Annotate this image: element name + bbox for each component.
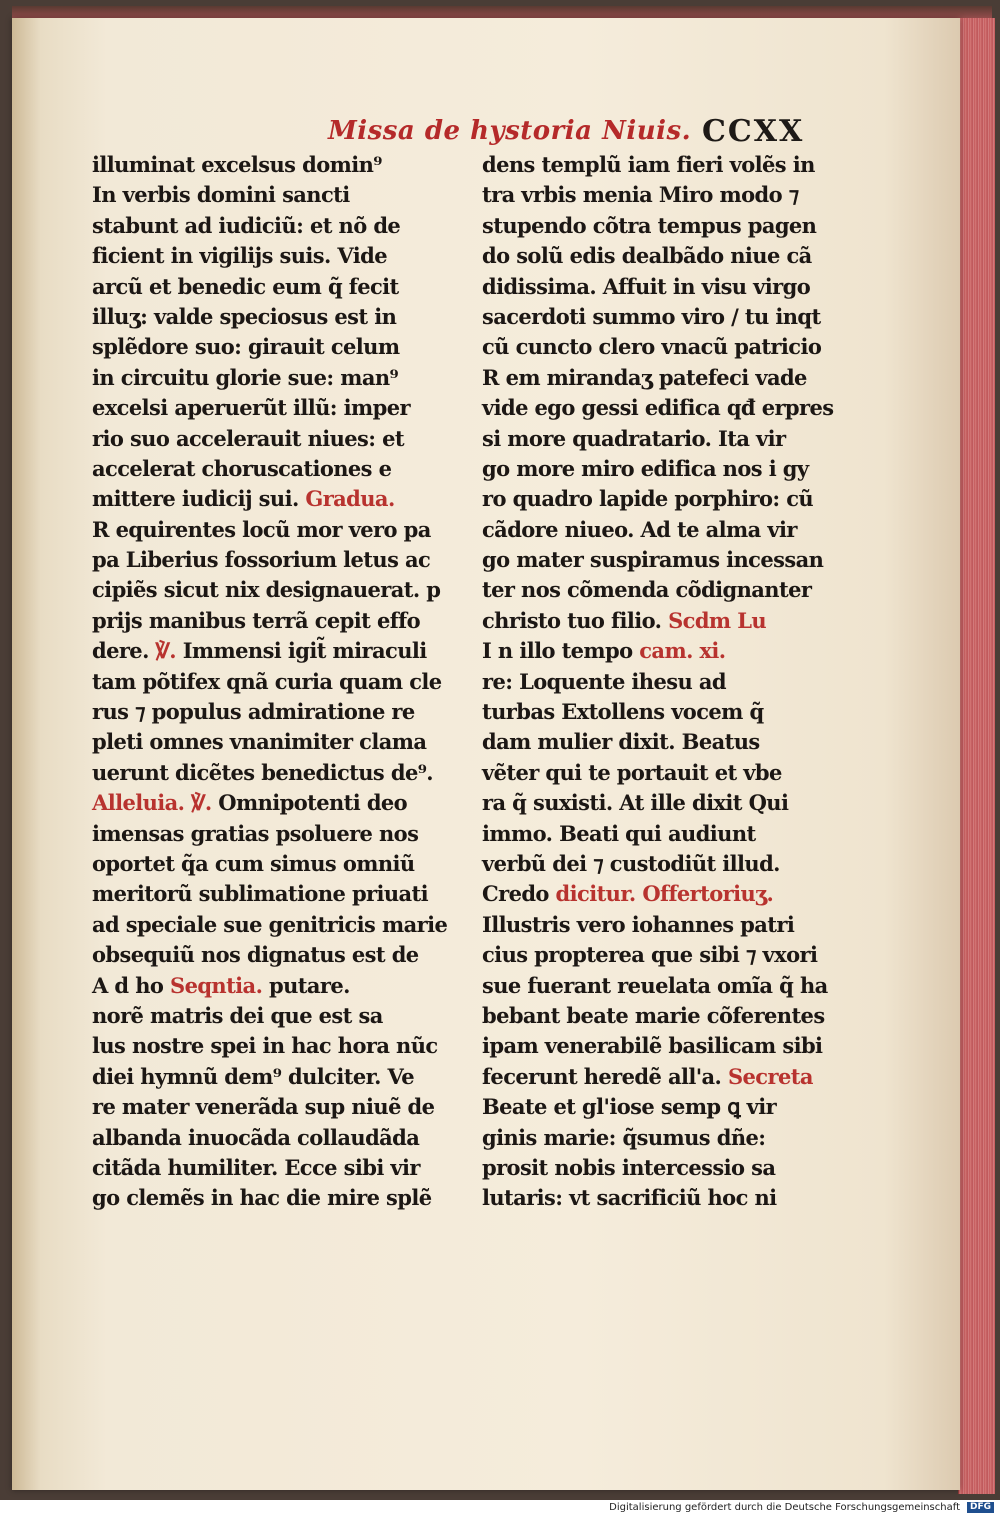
left-column-line: A d ho Seqntia. putare. <box>92 972 350 998</box>
right-column-line: dens templũ iam fieri volẽs in <box>482 152 815 177</box>
book-page <box>12 18 960 1490</box>
right-column-line: bebant beate marie cõferentes <box>482 1002 825 1028</box>
right-column-line: re: Loquente ihesu ad <box>482 668 726 694</box>
right-column-line: didissima. Affuit in visu virgo <box>482 273 811 299</box>
right-column-line: ter nos cõmenda cõdignanter <box>482 577 812 603</box>
footer-credit: Digitalisierung gefördert durch die Deutsche Forschungsgemeinschaft <box>609 1502 960 1513</box>
left-column-line: In verbis domini sancti <box>92 182 350 208</box>
left-column-line: excelsi aperuerũt illũ: imper <box>92 395 410 421</box>
right-column-line: cius propterea que sibi ⁊ vxori <box>482 942 818 968</box>
right-column-line: verbũ dei ⁊ custodiũt illud. <box>482 850 780 876</box>
left-text-column <box>92 150 448 1214</box>
right-column-line: si more quadratario. Ita vir <box>482 425 786 451</box>
right-column-line: Beate et gl'iose semp ꝗ vir <box>482 1094 777 1120</box>
right-text-column <box>482 150 834 1214</box>
left-column-line: pa Liberius fossorium letus ac <box>92 547 431 573</box>
left-column-line: illuʒ: valde speciosus est in <box>92 303 397 329</box>
left-column-line: mittere iudicij sui. Gradua. <box>92 486 395 512</box>
left-column-line: obsequiũ nos dignatus est de <box>92 942 419 968</box>
left-column-line: oportet q̃a cum simus omniũ <box>92 850 415 876</box>
left-column-line: R equirentes locũ mor vero pa <box>92 516 431 542</box>
right-column-line: ipam venerabilẽ basilicam sibi <box>482 1033 823 1059</box>
right-column-line: immo. Beati qui audiunt <box>482 820 756 846</box>
right-column-line: lutaris: vt sacrificiũ hoc ni <box>482 1185 777 1211</box>
right-column-line: go more miro edifica nos i gy <box>482 455 809 481</box>
left-column-line: norẽ matris dei que est sa <box>92 1002 383 1028</box>
left-column-line: albanda inuocãda collaudãda <box>92 1124 420 1150</box>
right-column-line: ra q̃ suxisti. At ille dixit Qui <box>482 790 789 816</box>
left-column-line: in circuitu glorie sue: man⁹ <box>92 364 399 390</box>
left-column-line: diei hymnũ dem⁹ dulciter. Ve <box>92 1063 415 1089</box>
folio-number: CCXX <box>702 114 805 149</box>
left-column-line: Alleluia. ℣. Omnipotenti deo <box>92 790 408 816</box>
left-column-line: stabunt ad iudiciũ: et nõ de <box>92 212 401 238</box>
left-column-line: meritorũ sublimatione priuati <box>92 881 429 907</box>
right-column-line: dam mulier dixit. Beatus <box>482 729 760 755</box>
right-column-line: stupendo cõtra tempus pagen <box>482 212 817 238</box>
left-column-line: citãda humiliter. Ecce sibi vir <box>92 1154 420 1180</box>
left-column-line: imensas gratias psoluere nos <box>92 820 419 846</box>
left-column-line: pleti omnes vnanimiter clama <box>92 729 427 755</box>
right-column-line: cũ cuncto clero vnacũ patricio <box>482 334 822 360</box>
left-column-line: illuminat excelsus domin⁹ <box>92 152 382 177</box>
right-column-line: Illustris vero iohannes patri <box>482 911 795 937</box>
right-column-line: sacerdoti summo viro / tu inqt <box>482 303 821 329</box>
right-column-line: vẽter qui te portauit et vbe <box>482 759 782 785</box>
right-column-line: I n illo tempo cam. xi. <box>482 638 726 664</box>
left-column-line: ad speciale sue genitricis marie <box>92 911 448 937</box>
left-column-line: cipiẽs sicut nix designauerat. p <box>92 577 441 603</box>
left-column-line: splẽdore suo: girauit celum <box>92 334 400 360</box>
right-column-line: do solũ edis dealbãdo niue cã <box>482 243 812 269</box>
right-column-line: vide ego gessi edifica qđ erpres <box>482 395 834 421</box>
left-column-line: dere. ℣. Immensi igit̃ miraculi <box>92 638 427 664</box>
right-column-line: cãdore niueo. Ad te alma vir <box>482 516 797 542</box>
right-column-line: prosit nobis intercessio sa <box>482 1154 776 1180</box>
left-column-line: ficient in vigilijs suis. Vide <box>92 243 387 269</box>
right-column-line: Credo dicitur. Offertoriuʒ. <box>482 881 774 907</box>
left-column-line: lus nostre spei in hac hora nũc <box>92 1033 438 1059</box>
left-column-line: uerunt dicẽtes benedictus de⁹. <box>92 759 434 785</box>
right-column-line: ro quadro lapide porphiro: cũ <box>482 486 814 512</box>
left-column-line: re mater venerãda sup niuẽ de <box>92 1094 435 1120</box>
left-column-line: accelerat choruscationes e <box>92 455 392 481</box>
right-column-line: turbas Extollens vocem q̃ <box>482 699 764 725</box>
left-column-line: prijs manibus terrã cepit effo <box>92 607 420 633</box>
right-column-line: tra vrbis menia Miro modo ⁊ <box>482 182 799 208</box>
running-head-title: Missa de hystoria Niuis. <box>328 116 692 146</box>
right-column-line: R em mirandaʒ patefeci vade <box>482 364 807 390</box>
left-column-line: arcũ et benedic eum q̃ fecit <box>92 273 399 299</box>
right-column-line: fecerunt heredẽ all'a. Secreta <box>482 1063 813 1089</box>
book-fore-edge <box>958 18 995 1494</box>
left-column-line: tam põtifex qnã curia quam cle <box>92 668 442 694</box>
right-column-line: go mater suspiramus incessan <box>482 547 824 573</box>
left-column-line: go clemẽs in hac die mire splẽ <box>92 1185 432 1211</box>
left-column-line: rus ⁊ populus admiratione re <box>92 699 415 725</box>
right-column-line: ginis marie: q̃sumus dñe: <box>482 1124 766 1150</box>
right-column-line: sue fuerant reuelata omĩa q̃ ha <box>482 972 828 998</box>
dfg-logo: DFG <box>967 1502 994 1513</box>
right-column-line: christo tuo filio. Scdm Lu <box>482 607 767 633</box>
left-column-line: rio suo accelerauit niues: et <box>92 425 404 451</box>
